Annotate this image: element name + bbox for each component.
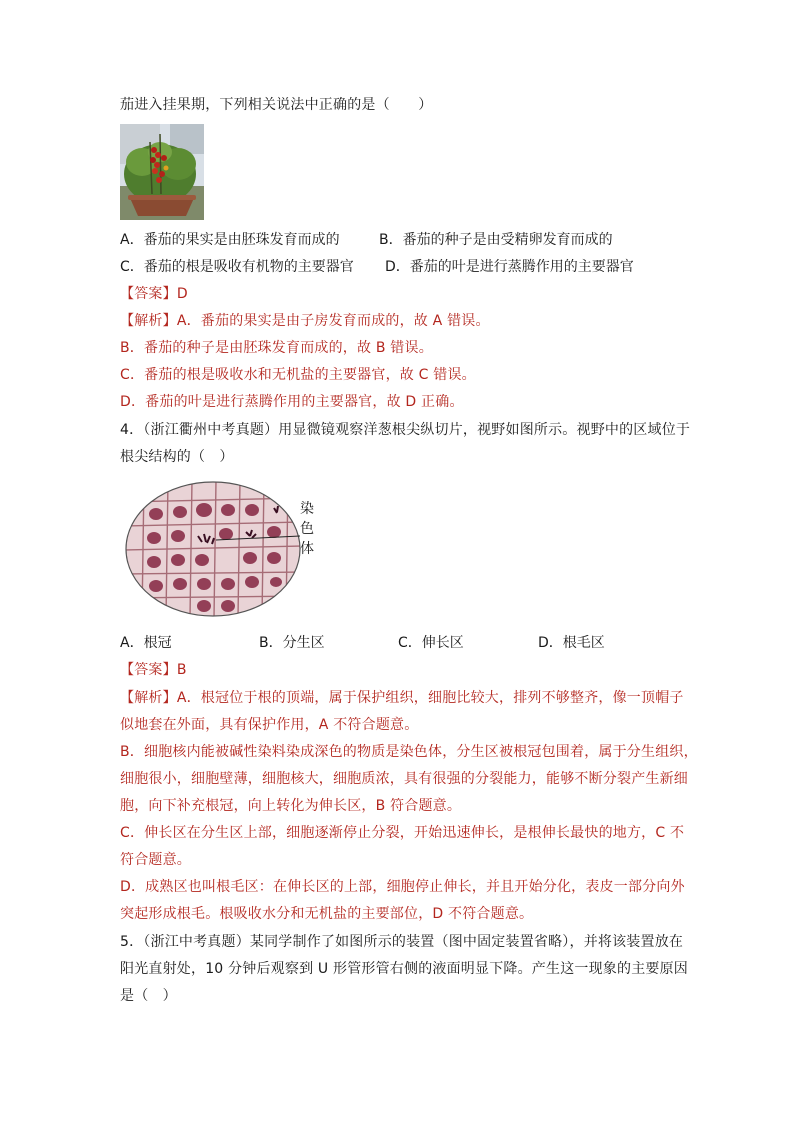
q4-stem-line: 4．（浙江衢州中考真题）用显微镜观察洋葱根尖纵切片，视野如图所示。视野中的区域位于 bbox=[120, 422, 691, 438]
q4-answer bbox=[120, 660, 187, 680]
q3-analysis-line: B．番茄的种子是由胚珠发育而成的，故 B 错误。 bbox=[120, 340, 433, 356]
analysis-label: 【解析】 bbox=[120, 690, 177, 706]
answer-label: 【答案】 bbox=[120, 662, 177, 678]
root-tip-micrograph bbox=[124, 480, 302, 618]
q5-stem-line: 阳光直射处，10 分钟后观察到 U 形管形管右侧的液面明显下降。产生这一现象的主要原因 bbox=[120, 961, 689, 977]
q4-analysis-line bbox=[120, 688, 684, 708]
answer-value: B bbox=[176, 662, 187, 678]
answer-label: 【答案】 bbox=[120, 286, 177, 302]
q4-analysis-line: C．伸长区在分生区上部，细胞逐渐停止分裂，开始迅速伸长，是根伸长最快的地方，C 不 bbox=[120, 825, 685, 841]
figure-label-char: 色 bbox=[300, 521, 314, 537]
answer-value: D bbox=[176, 286, 188, 302]
q4-option-b: B．分生区 bbox=[259, 635, 325, 651]
q4-analysis-line: 符合题意。 bbox=[120, 852, 191, 868]
q3-answer bbox=[120, 284, 188, 304]
q4-option-a: A．根冠 bbox=[120, 635, 172, 651]
q4-analysis-line: 细胞很小，细胞壁薄，细胞核大，细胞质浓，具有很强的分裂能力，能够不断分裂产生新细 bbox=[120, 771, 688, 787]
q4-analysis-line: D．成熟区也叫根毛区：在伸长区的上部，细胞停止伸长，并且开始分化，表皮一部分向外 bbox=[120, 879, 685, 895]
q4-option-d: D．根毛区 bbox=[538, 635, 605, 651]
figure-label-char: 体 bbox=[300, 541, 314, 557]
q3-option-b: B．番茄的种子是由受精卵发育而成的 bbox=[379, 232, 613, 248]
analysis-text: A．根冠位于根的顶端，属于保护组织，细胞比较大，排列不够整齐，像一顶帽子 bbox=[176, 690, 684, 706]
q4-stem-line: 根尖结构的（ ） bbox=[120, 449, 234, 465]
q5-stem-line: 5．（浙江中考真题）某同学制作了如图所示的装置（图中固定装置省略），并将该装置放在 bbox=[120, 934, 684, 950]
q4-analysis-line: 似地套在外面，具有保护作用，A 不符合题意。 bbox=[120, 717, 419, 733]
q3-stem: 茄进入挂果期，下列相关说法中正确的是（ ） bbox=[120, 97, 433, 113]
q4-analysis-line: 突起形成根毛。根吸收水分和无机盐的主要部位，D 不符合题意。 bbox=[120, 906, 534, 922]
tomato-plant-photo bbox=[120, 124, 204, 220]
q3-analysis-line: C．番茄的根是吸收水和无机盐的主要器官，故 C 错误。 bbox=[120, 367, 476, 383]
q4-analysis-line: B．细胞核内能被碱性染料染成深色的物质是染色体，分生区被根冠包围着，属于分生组织， bbox=[120, 744, 698, 760]
q5-stem-line: 是（ ） bbox=[120, 988, 177, 1004]
analysis-text: A．番茄的果实是由子房发育而成的，故 A 错误。 bbox=[176, 313, 490, 329]
q4-analysis-line: 胞，向下补充根冠，向上转化为伸长区，B 符合题意。 bbox=[120, 798, 462, 814]
q3-option-a: A．番茄的果实是由胚珠发育而成的 bbox=[120, 232, 340, 248]
q3-analysis-line bbox=[120, 311, 490, 331]
q3-analysis-line: D．番茄的叶是进行蒸腾作用的主要器官，故 D 正确。 bbox=[120, 394, 464, 410]
q3-option-d: D．番茄的叶是进行蒸腾作用的主要器官 bbox=[385, 259, 634, 275]
q4-option-c: C．伸长区 bbox=[398, 635, 464, 651]
q3-option-c: C．番茄的根是吸收有机物的主要器官 bbox=[120, 259, 354, 275]
figure-label-char: 染 bbox=[300, 501, 314, 517]
analysis-label: 【解析】 bbox=[120, 313, 177, 329]
